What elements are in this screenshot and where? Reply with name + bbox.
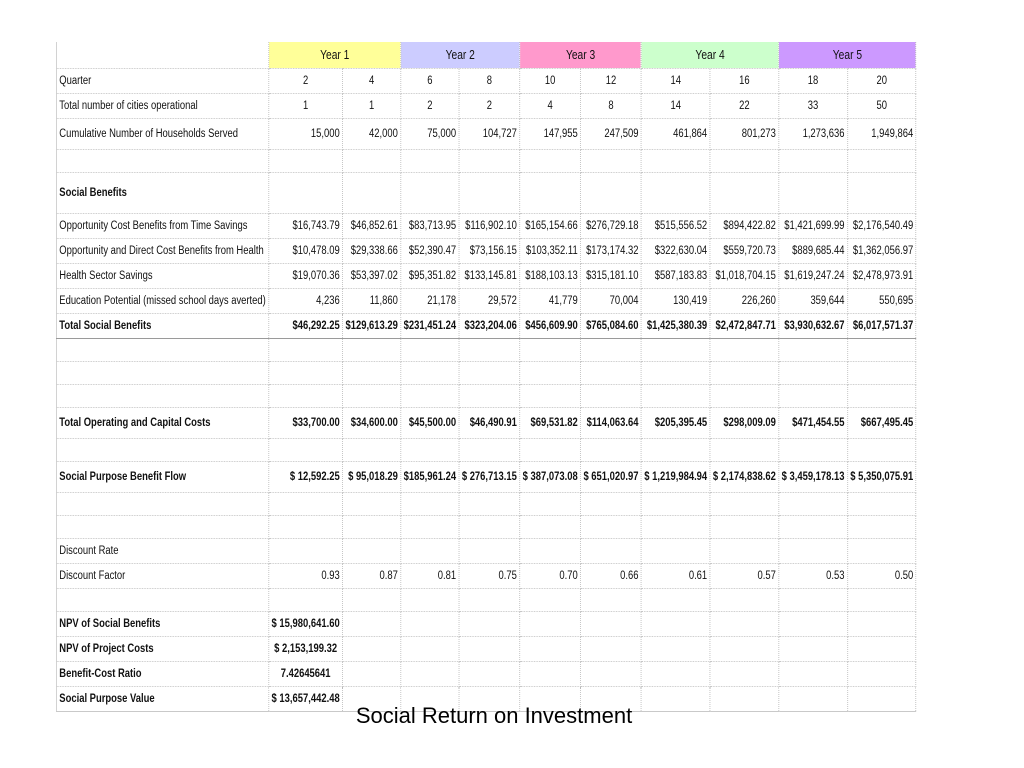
discount-rate-label[interactable]: Discount Rate [56,539,268,564]
empty-cell[interactable] [401,173,459,214]
empty-cell[interactable] [401,637,459,662]
empty-cell[interactable] [459,612,520,637]
value-cell[interactable]: 1 [269,94,343,119]
value-cell[interactable]: $1,362,056.97 [847,239,916,264]
empty-cell[interactable] [847,493,916,516]
npv-benefits-value[interactable]: $ 15,980,641.60 [269,612,343,637]
empty-cell[interactable] [641,150,710,173]
value-cell[interactable]: $33,700.00 [269,408,343,439]
empty-cell[interactable] [710,612,779,637]
value-cell[interactable]: 50 [847,94,916,119]
empty-cell[interactable] [581,173,642,214]
value-cell[interactable]: 15,000 [269,119,343,150]
empty-cell[interactable] [56,589,268,612]
value-cell[interactable]: 4 [343,69,401,94]
value-cell[interactable]: 10 [520,69,581,94]
empty-cell[interactable] [343,662,401,687]
quarter-label[interactable]: Quarter [56,69,268,94]
empty-cell[interactable] [269,362,343,385]
empty-cell[interactable] [56,150,268,173]
value-cell[interactable]: $276,729.18 [581,214,642,239]
empty-cell[interactable] [269,516,343,539]
value-cell[interactable]: 550,695 [847,289,916,314]
discount-rate-row [56,539,916,564]
empty-cell[interactable] [459,662,520,687]
empty-cell[interactable] [520,662,581,687]
value-cell[interactable]: 0.57 [710,564,779,589]
year-header-row [56,42,916,69]
empty-cell[interactable] [520,493,581,516]
bcr-label[interactable]: Benefit-Cost Ratio [56,662,268,687]
empty-cell[interactable] [847,173,916,214]
benefit-row-time-savings [56,214,916,239]
value-cell[interactable]: $69,531.82 [520,408,581,439]
value-cell[interactable]: 42,000 [343,119,401,150]
empty-cell[interactable] [779,589,848,612]
empty-cell[interactable] [779,385,848,408]
empty-cell[interactable] [710,173,779,214]
empty-cell[interactable] [641,493,710,516]
value-cell[interactable]: $315,181.10 [581,264,642,289]
value-cell[interactable]: $46,490.91 [459,408,520,439]
empty-cell[interactable] [459,637,520,662]
value-cell[interactable]: $95,351.82 [401,264,459,289]
empty-cell[interactable] [520,385,581,408]
value-cell[interactable]: 801,273 [710,119,779,150]
value-cell[interactable]: 18 [779,69,848,94]
value-cell[interactable]: 41,779 [520,289,581,314]
value-cell[interactable]: $103,352.11 [520,239,581,264]
value-cell[interactable]: 130,419 [641,289,710,314]
value-cell[interactable]: $1,421,699.99 [779,214,848,239]
empty-cell[interactable] [641,385,710,408]
empty-cell[interactable] [269,173,343,214]
empty-cell[interactable] [710,493,779,516]
value-cell[interactable]: $ 95,018.29 [343,462,401,493]
value-cell[interactable]: 8 [581,94,642,119]
empty-cell[interactable] [847,539,916,564]
value-cell[interactable]: 6 [401,69,459,94]
value-cell[interactable]: $231,451.24 [401,314,459,339]
empty-cell[interactable] [710,362,779,385]
value-cell[interactable]: 0.53 [779,564,848,589]
value-cell[interactable]: 14 [641,69,710,94]
value-cell[interactable]: $ 5,350,075.91 [847,462,916,493]
empty-cell[interactable] [343,150,401,173]
empty-cell[interactable] [459,493,520,516]
empty-cell[interactable] [581,516,642,539]
total-social-benefits-label[interactable]: Total Social Benefits [56,314,268,339]
year-1-header[interactable]: Year 1 [269,42,401,69]
empty-cell[interactable] [520,439,581,462]
value-cell[interactable]: $205,395.45 [641,408,710,439]
empty-cell[interactable] [269,589,343,612]
value-cell[interactable]: 0.75 [459,564,520,589]
value-cell[interactable]: $53,397.02 [343,264,401,289]
empty-cell[interactable] [56,439,268,462]
empty-cell[interactable] [401,516,459,539]
empty-cell[interactable] [779,362,848,385]
value-cell[interactable]: 4,236 [269,289,343,314]
empty-cell[interactable] [401,339,459,362]
empty-cell[interactable] [581,150,642,173]
empty-cell[interactable] [710,385,779,408]
empty-cell[interactable] [779,173,848,214]
value-cell[interactable]: 16 [710,69,779,94]
value-cell[interactable]: $322,630.04 [641,239,710,264]
blank-row [56,439,916,462]
empty-cell[interactable] [581,493,642,516]
value-cell[interactable]: $52,390.47 [401,239,459,264]
empty-cell[interactable] [641,362,710,385]
benefit-row-health [56,239,916,264]
empty-cell[interactable] [779,662,848,687]
empty-cell[interactable] [581,362,642,385]
value-cell[interactable]: 359,644 [779,289,848,314]
empty-cell[interactable] [520,516,581,539]
empty-cell[interactable] [343,173,401,214]
value-cell[interactable]: $114,063.64 [581,408,642,439]
value-cell[interactable]: $1,619,247.24 [779,264,848,289]
empty-cell[interactable] [581,439,642,462]
spv-label[interactable]: Social Purpose Value [56,687,268,712]
value-cell[interactable]: $34,600.00 [343,408,401,439]
value-cell[interactable]: $ 1,219,984.94 [641,462,710,493]
value-cell[interactable]: 22 [710,94,779,119]
empty-cell[interactable] [779,493,848,516]
discount-factor-row [56,564,916,589]
value-cell[interactable]: 21,178 [401,289,459,314]
value-cell[interactable]: 0.81 [401,564,459,589]
year-4-header[interactable]: Year 4 [641,42,778,69]
value-cell[interactable]: 2 [459,94,520,119]
benefit-label-health[interactable]: Opportunity and Direct Cost Benefits from Health [56,239,268,264]
empty-cell[interactable] [343,539,401,564]
empty-cell[interactable] [641,339,710,362]
empty-cell[interactable] [401,589,459,612]
empty-cell[interactable] [710,150,779,173]
header-corner-cell[interactable] [56,42,268,69]
benefit-row-health-sector [56,264,916,289]
value-cell[interactable]: 2 [269,69,343,94]
value-cell[interactable]: 0.87 [343,564,401,589]
empty-cell[interactable] [401,539,459,564]
value-cell[interactable]: $456,609.90 [520,314,581,339]
benefit-flow-label[interactable]: Social Purpose Benefit Flow [56,462,268,493]
operating-costs-row [56,408,916,439]
empty-cell[interactable] [581,385,642,408]
value-cell[interactable]: $10,478.09 [269,239,343,264]
empty-cell[interactable] [641,173,710,214]
empty-cell[interactable] [641,439,710,462]
value-cell[interactable]: $587,183.83 [641,264,710,289]
value-cell[interactable]: $129,613.29 [343,314,401,339]
empty-cell[interactable] [56,493,268,516]
empty-cell[interactable] [56,339,268,362]
value-cell[interactable]: 104,727 [459,119,520,150]
empty-cell[interactable] [847,637,916,662]
empty-cell[interactable] [269,539,343,564]
empty-cell[interactable] [641,662,710,687]
value-cell[interactable]: $1,425,380.39 [641,314,710,339]
empty-cell[interactable] [847,589,916,612]
value-cell[interactable]: $894,422.82 [710,214,779,239]
value-cell[interactable]: $471,454.55 [779,408,848,439]
summary-row-npv-costs [56,637,916,662]
value-cell[interactable]: 0.66 [581,564,642,589]
value-cell[interactable]: $19,070.36 [269,264,343,289]
value-cell[interactable]: $ 276,713.15 [459,462,520,493]
empty-cell[interactable] [459,539,520,564]
value-cell[interactable]: 226,260 [710,289,779,314]
empty-cell[interactable] [710,339,779,362]
value-cell[interactable]: $ 2,174,838.62 [710,462,779,493]
households-label[interactable]: Cumulative Number of Households Served [56,119,268,150]
year-2-header[interactable]: Year 2 [401,42,520,69]
bcr-value[interactable]: 7.42645641 [269,662,343,687]
empty-cell[interactable] [520,637,581,662]
quarter-row [56,69,916,94]
value-cell[interactable]: 33 [779,94,848,119]
value-cell[interactable]: 0.70 [520,564,581,589]
value-cell[interactable]: $889,685.44 [779,239,848,264]
empty-cell[interactable] [779,539,848,564]
empty-cell[interactable] [581,539,642,564]
empty-cell[interactable] [343,589,401,612]
empty-cell[interactable] [520,589,581,612]
value-cell[interactable]: $83,713.95 [401,214,459,239]
empty-cell[interactable] [641,612,710,637]
empty-cell[interactable] [779,637,848,662]
value-cell[interactable]: $3,930,632.67 [779,314,848,339]
empty-cell[interactable] [343,362,401,385]
year-5-header[interactable]: Year 5 [779,42,916,69]
cities-label[interactable]: Total number of cities operational [56,94,268,119]
blank-row [56,589,916,612]
value-cell[interactable]: $667,495.45 [847,408,916,439]
value-cell[interactable]: 14 [641,94,710,119]
value-cell[interactable]: $ 387,073.08 [520,462,581,493]
benefit-label-time-savings[interactable]: Opportunity Cost Benefits from Time Savings [56,214,268,239]
value-cell[interactable]: $133,145.81 [459,264,520,289]
value-cell[interactable]: 4 [520,94,581,119]
empty-cell[interactable] [269,150,343,173]
value-cell[interactable]: $165,154.66 [520,214,581,239]
empty-cell[interactable] [847,612,916,637]
benefit-label-health-sector[interactable]: Health Sector Savings [56,264,268,289]
value-cell[interactable]: 29,572 [459,289,520,314]
empty-cell[interactable] [401,362,459,385]
cities-row [56,94,916,119]
empty-cell[interactable] [343,385,401,408]
value-cell[interactable]: $173,174.32 [581,239,642,264]
total-social-benefits-row [56,314,916,339]
empty-cell[interactable] [343,612,401,637]
value-cell[interactable]: $46,852.61 [343,214,401,239]
blank-row [56,385,916,408]
npv-costs-label[interactable]: NPV of Project Costs [56,637,268,662]
empty-cell[interactable] [847,662,916,687]
npv-benefits-label[interactable]: NPV of Social Benefits [56,612,268,637]
npv-costs-value[interactable]: $ 2,153,199.32 [269,637,343,662]
benefit-label-education[interactable]: Education Potential (missed school days averted) [56,289,268,314]
value-cell[interactable]: $ 651,020.97 [581,462,642,493]
blank-row [56,150,916,173]
value-cell[interactable]: $29,338.66 [343,239,401,264]
value-cell[interactable]: 0.61 [641,564,710,589]
value-cell[interactable]: $116,902.10 [459,214,520,239]
empty-cell[interactable] [779,150,848,173]
slide-caption: Social Return on Investment [355,703,633,728]
value-cell[interactable]: 2 [401,94,459,119]
empty-cell[interactable] [779,612,848,637]
empty-cell[interactable] [520,612,581,637]
empty-cell[interactable] [581,637,642,662]
empty-cell[interactable] [459,516,520,539]
value-cell[interactable]: $45,500.00 [401,408,459,439]
empty-cell[interactable] [641,589,710,612]
value-cell[interactable]: $323,204.06 [459,314,520,339]
empty-cell[interactable] [343,493,401,516]
empty-cell[interactable] [847,362,916,385]
empty-cell[interactable] [710,589,779,612]
empty-cell[interactable] [581,339,642,362]
value-cell[interactable]: $765,084.60 [581,314,642,339]
value-cell[interactable]: $2,176,540.49 [847,214,916,239]
empty-cell[interactable] [641,539,710,564]
empty-cell[interactable] [269,339,343,362]
value-cell[interactable]: 8 [459,69,520,94]
empty-cell[interactable] [847,516,916,539]
empty-cell[interactable] [779,439,848,462]
value-cell[interactable]: $559,720.73 [710,239,779,264]
blank-row [56,516,916,539]
empty-cell[interactable] [401,150,459,173]
empty-cell[interactable] [779,339,848,362]
empty-cell[interactable] [343,516,401,539]
empty-cell[interactable] [269,493,343,516]
empty-cell[interactable] [847,385,916,408]
empty-cell[interactable] [459,339,520,362]
empty-cell[interactable] [343,339,401,362]
value-cell[interactable]: 0.93 [269,564,343,589]
empty-cell[interactable] [520,539,581,564]
empty-cell[interactable] [56,362,268,385]
empty-cell[interactable] [401,385,459,408]
empty-cell[interactable] [459,439,520,462]
empty-cell[interactable] [710,662,779,687]
empty-cell[interactable] [710,516,779,539]
value-cell[interactable]: 461,864 [641,119,710,150]
social-benefits-heading[interactable]: Social Benefits [56,173,268,214]
value-cell[interactable]: $515,556.52 [641,214,710,239]
empty-cell[interactable] [459,385,520,408]
empty-cell[interactable] [710,637,779,662]
spv-value[interactable]: $ 13,657,442.48 [269,687,343,712]
blank-row [56,339,916,362]
empty-cell[interactable] [520,150,581,173]
empty-cell[interactable] [847,439,916,462]
year-3-header[interactable]: Year 3 [520,42,642,69]
summary-row-bcr [56,662,916,687]
value-cell[interactable]: $185,961.24 [401,462,459,493]
blank-row [56,362,916,385]
empty-cell[interactable] [641,637,710,662]
empty-cell[interactable] [520,362,581,385]
benefit-row-education [56,289,916,314]
empty-cell[interactable] [343,439,401,462]
value-cell[interactable]: 75,000 [401,119,459,150]
value-cell[interactable]: $ 3,459,178.13 [779,462,848,493]
empty-cell[interactable] [459,150,520,173]
empty-cell[interactable] [56,385,268,408]
value-cell[interactable]: 11,860 [343,289,401,314]
value-cell[interactable]: $6,017,571.37 [847,314,916,339]
empty-cell[interactable] [847,150,916,173]
operating-costs-label[interactable]: Total Operating and Capital Costs [56,408,268,439]
empty-cell[interactable] [401,439,459,462]
benefit-flow-row [56,462,916,493]
sroi-spreadsheet [56,42,916,712]
households-row [56,119,916,150]
empty-cell[interactable] [269,385,343,408]
empty-cell[interactable] [459,362,520,385]
value-cell[interactable]: 0.50 [847,564,916,589]
value-cell[interactable]: $298,009.09 [710,408,779,439]
value-cell[interactable]: 1,273,636 [779,119,848,150]
empty-cell[interactable] [520,173,581,214]
empty-cell[interactable] [520,339,581,362]
empty-cell[interactable] [56,516,268,539]
social-benefits-heading-row [56,173,916,214]
value-cell[interactable]: 20 [847,69,916,94]
empty-cell[interactable] [459,173,520,214]
empty-cell[interactable] [641,516,710,539]
value-cell[interactable]: $ 12,592.25 [269,462,343,493]
empty-cell[interactable] [847,339,916,362]
empty-cell[interactable] [581,662,642,687]
value-cell[interactable]: 70,004 [581,289,642,314]
value-cell[interactable]: 1 [343,94,401,119]
empty-cell[interactable] [710,539,779,564]
value-cell[interactable]: $1,018,704.15 [710,264,779,289]
summary-row-npv-benefits [56,612,916,637]
value-cell[interactable]: $188,103.13 [520,264,581,289]
empty-cell[interactable] [581,612,642,637]
value-cell[interactable]: $2,478,973.91 [847,264,916,289]
value-cell[interactable]: 12 [581,69,642,94]
value-cell[interactable]: 147,955 [520,119,581,150]
empty-cell[interactable] [269,439,343,462]
empty-cell[interactable] [710,439,779,462]
value-cell[interactable]: $2,472,847.71 [710,314,779,339]
value-cell[interactable]: 247,509 [581,119,642,150]
empty-cell[interactable] [401,612,459,637]
empty-cell[interactable] [581,589,642,612]
value-cell[interactable]: $73,156.15 [459,239,520,264]
empty-cell[interactable] [779,516,848,539]
empty-cell[interactable] [459,589,520,612]
value-cell[interactable]: 1,949,864 [847,119,916,150]
blank-row [56,493,916,516]
empty-cell[interactable] [343,637,401,662]
value-cell[interactable]: $46,292.25 [269,314,343,339]
empty-cell[interactable] [401,662,459,687]
empty-cell[interactable] [401,493,459,516]
discount-factor-label[interactable]: Discount Factor [56,564,268,589]
value-cell[interactable]: $16,743.79 [269,214,343,239]
